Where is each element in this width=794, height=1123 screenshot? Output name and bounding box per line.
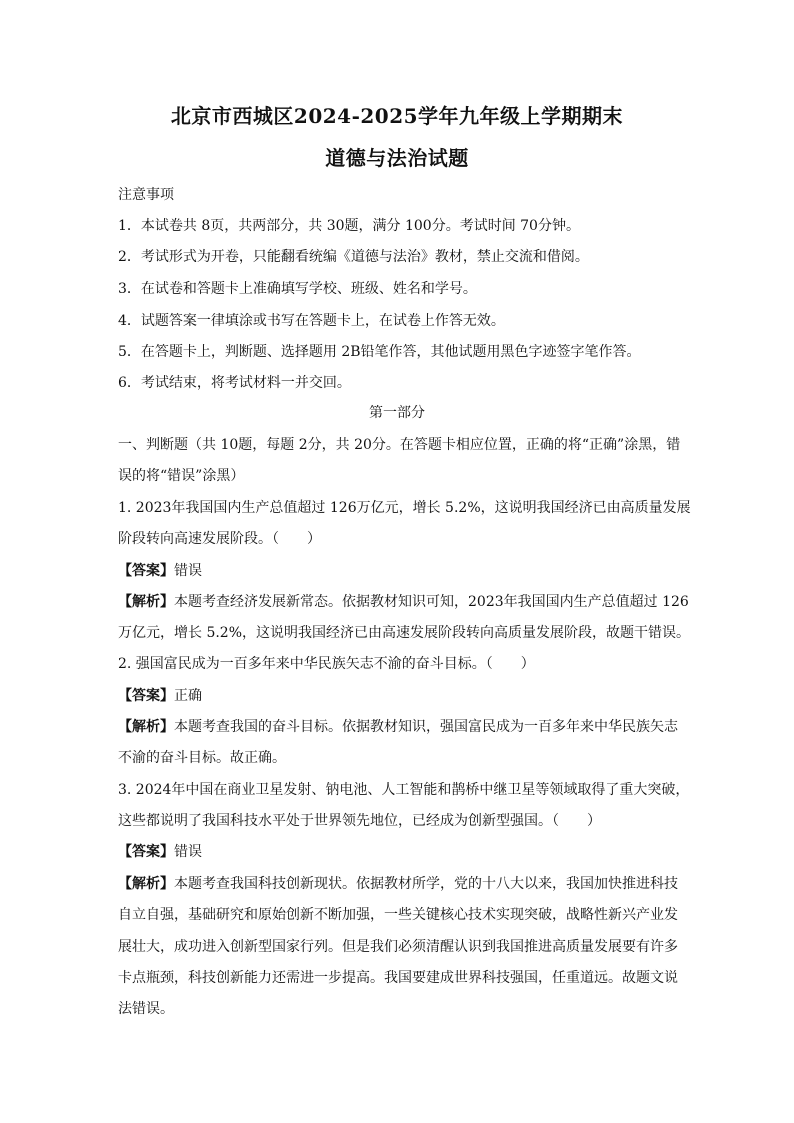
exam-title: 北京市西城区2024-2025学年九年级上学期期末 (170, 104, 624, 128)
analysis-2-line2: 不渝的奋斗目标。故正确。 (118, 750, 286, 766)
analysis-3-line3: 展壮大，成功进入创新型国家行列。但是我们必须清醒认识到我国推进高质量发展要有许多 (118, 939, 678, 955)
answer-label: 【答案】 (118, 844, 174, 860)
answer-label: 【答案】 (118, 688, 174, 704)
analysis-3-line2: 自立自强，基础研究和原始创新不断加强，一些关键核心技术实现突破，战略性新兴产业发 (118, 907, 678, 923)
question-1-line1: 1. 2023年我国国内生产总值超过 126万亿元，增长 5.2%，这说明我国经济已由高质量发展 (118, 500, 691, 516)
analysis-1-line1 (118, 592, 698, 612)
question-3-line2: 这些都说明了我国科技水平处于世界领先地位，已经成为创新型强国。（ ） (118, 813, 601, 829)
answer-value: 错误 (174, 844, 202, 860)
notice-item-1: 1．本试卷共 8页，共两部分，共 30题，满分 100分。考试时间 70分钟。 (118, 218, 580, 234)
analysis-2-line1 (118, 717, 698, 737)
analysis-label: 【解析】 (118, 594, 174, 610)
notice-item-2: 2．考试形式为开卷，只能翻看统编《道德与法治》教材，禁止交流和借阅。 (118, 249, 589, 265)
answer-1 (118, 561, 698, 581)
answer-3 (118, 842, 698, 862)
answer-value: 错误 (174, 563, 202, 579)
analysis-text: 本题考查我国科技创新现状。依据教材所学，党的十八大以来，我国加快推进科技 (174, 876, 678, 892)
question-1-line2: 阶段转向高速发展阶段。（ ） (118, 531, 321, 547)
question-2-line1: 2. 强国富民成为一百多年来中华民族矢志不渝的奋斗目标。（ ） (118, 656, 535, 672)
analysis-text: 本题考查经济发展新常态。依据教材知识可知，2023年我国国内生产总值超过 126 (174, 594, 689, 610)
section-intro-line2: 误的将“错误”涂黑） (118, 468, 245, 484)
answer-2 (118, 686, 698, 706)
analysis-3-line1 (118, 874, 698, 894)
question-3-line1: 3. 2024年中国在商业卫星发射、钠电池、人工智能和鹊桥中继卫星等领域取得了重大突破， (118, 782, 690, 798)
analysis-1-line2: 万亿元，增长 5.2%，这说明我国经济已由高速发展阶段转向高质量发展阶段，故题干错误。 (118, 625, 691, 641)
answer-value: 正确 (174, 688, 202, 704)
exam-subtitle: 道德与法治试题 (325, 146, 469, 170)
notice-item-3: 3．在试卷和答题卡上准确填写学校、班级、姓名和学号。 (118, 281, 477, 297)
notice-item-4: 4．试题答案一律填涂或书写在答题卡上，在试卷上作答无效。 (118, 313, 505, 329)
analysis-label: 【解析】 (118, 876, 174, 892)
notice-heading: 注意事项 (118, 187, 174, 203)
analysis-3-line4: 卡点瓶颈，科技创新能力还需进一步提高。我国要建成世界科技强国，任重道远。故题文说 (118, 970, 678, 986)
answer-label: 【答案】 (118, 563, 174, 579)
notice-item-6: 6．考试结束，将考试材料一并交回。 (118, 375, 351, 391)
analysis-3-line5: 法错误。 (118, 1001, 174, 1017)
analysis-label: 【解析】 (118, 719, 174, 735)
part-heading: 第一部分 (369, 405, 425, 421)
section-intro-line1: 一、判断题（共 10题，每题 2分，共 20分。在答题卡相应位置，正确的将“正确”涂黑，错 (118, 437, 681, 453)
analysis-text: 本题考查我国的奋斗目标。依据教材知识，强国富民成为一百多年来中华民族矢志 (174, 719, 678, 735)
notice-item-5: 5．在答题卡上，判断题、选择题用 2B铅笔作答，其他试题用黑色字迹签字笔作答。 (118, 344, 641, 360)
